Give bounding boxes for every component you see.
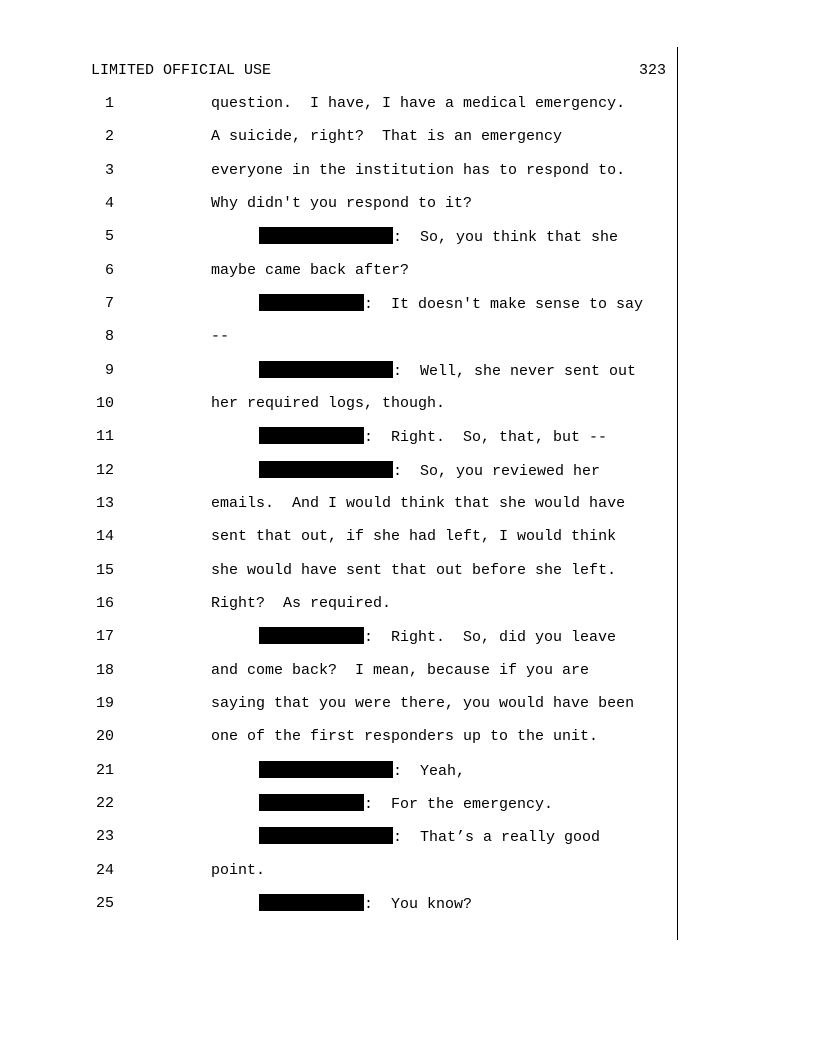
transcript-line-8 [0,327,700,347]
line-number: 1 [104,95,114,112]
redaction-block [259,827,393,844]
speech-text: : So, you reviewed her [393,463,601,480]
transcript-line-12 [0,461,700,481]
line-text: Why didn't you respond to it? [211,195,473,212]
speaker-line [259,227,618,248]
line-number: 13 [95,495,114,512]
line-text: -- [211,328,230,345]
transcript-line-18 [0,661,700,681]
speaker-line [259,427,607,448]
line-text: her required logs, though. [211,395,446,412]
speech-text: : It doesn't make sense to say [364,296,644,313]
transcript-line-20 [0,727,700,747]
transcript-line-5 [0,227,700,247]
line-text: saying that you were there, you would have been [211,695,635,712]
redaction-block [259,894,364,911]
line-number: 8 [104,328,114,345]
line-text: she would have sent that out before she left. [211,562,617,579]
line-number: 14 [95,528,114,545]
line-text: and come back? I mean, because if you are [211,662,590,679]
speech-text: : Right. So, did you leave [364,629,617,646]
transcript-line-13 [0,494,700,514]
line-text: point. [211,862,266,879]
line-number: 23 [95,828,114,845]
line-number: 15 [95,562,114,579]
speaker-line [259,461,600,482]
line-text: Right? As required. [211,595,392,612]
line-number: 5 [104,228,114,245]
redaction-block [259,227,393,244]
line-number: 9 [104,362,114,379]
line-text: emails. And I would think that she would have [211,495,626,512]
speaker-line [259,894,472,915]
line-number: 18 [95,662,114,679]
transcript-line-1 [0,94,700,114]
transcript-line-7 [0,294,700,314]
redaction-block [259,627,364,644]
transcript-line-15 [0,561,700,581]
speech-text: : Yeah, [393,763,466,780]
line-number: 10 [95,395,114,412]
speaker-line [259,627,616,648]
transcript-line-22 [0,794,700,814]
line-text: everyone in the institution has to respond to. [211,162,626,179]
line-number: 4 [104,195,114,212]
line-number: 20 [95,728,114,745]
transcript-line-3 [0,161,700,181]
redaction-block [259,427,364,444]
speech-text: : Well, she never sent out [393,363,637,380]
line-number: 3 [104,162,114,179]
transcript-line-17 [0,627,700,647]
redaction-block [259,361,393,378]
transcript-line-6 [0,261,700,281]
line-number: 7 [104,295,114,312]
transcript-line-2 [0,127,700,147]
line-text: A suicide, right? That is an emergency [211,128,563,145]
speaker-line [259,761,465,782]
speaker-line [259,294,643,315]
transcript-line-14 [0,527,700,547]
redaction-block [259,761,393,778]
transcript-line-23 [0,827,700,847]
line-number: 25 [95,895,114,912]
line-number: 24 [95,862,114,879]
line-number: 12 [95,462,114,479]
transcript-line-9 [0,361,700,381]
transcript-line-10 [0,394,700,414]
line-number: 6 [104,262,114,279]
line-number: 11 [95,428,114,445]
speaker-line [259,827,600,848]
transcript-line-11 [0,427,700,447]
line-text: maybe came back after? [211,262,410,279]
transcript-line-4 [0,194,700,214]
line-text: sent that out, if she had left, I would think [211,528,617,545]
transcript-line-24 [0,861,700,881]
line-number: 2 [104,128,114,145]
line-text: question. I have, I have a medical emergency. [211,95,626,112]
line-number: 22 [95,795,114,812]
classification-header: LIMITED OFFICIAL USE [91,62,272,79]
speaker-line [259,361,636,382]
page-number: 323 [638,62,666,79]
transcript-line-21 [0,761,700,781]
line-number: 21 [95,762,114,779]
transcript-line-19 [0,694,700,714]
line-number: 17 [95,628,114,645]
speech-text: : So, you think that she [393,229,619,246]
transcript-line-16 [0,594,700,614]
line-number: 16 [95,595,114,612]
speech-text: : That’s a really good [393,829,601,846]
redaction-block [259,461,393,478]
redaction-block [259,294,364,311]
speech-text: : For the emergency. [364,796,554,813]
redaction-block [259,794,364,811]
speech-text: : Right. So, that, but -- [364,429,608,446]
transcript-line-25 [0,894,700,914]
line-number: 19 [95,695,114,712]
speaker-line [259,794,553,815]
line-text: one of the first responders up to the unit. [211,728,599,745]
speech-text: : You know? [364,896,473,913]
